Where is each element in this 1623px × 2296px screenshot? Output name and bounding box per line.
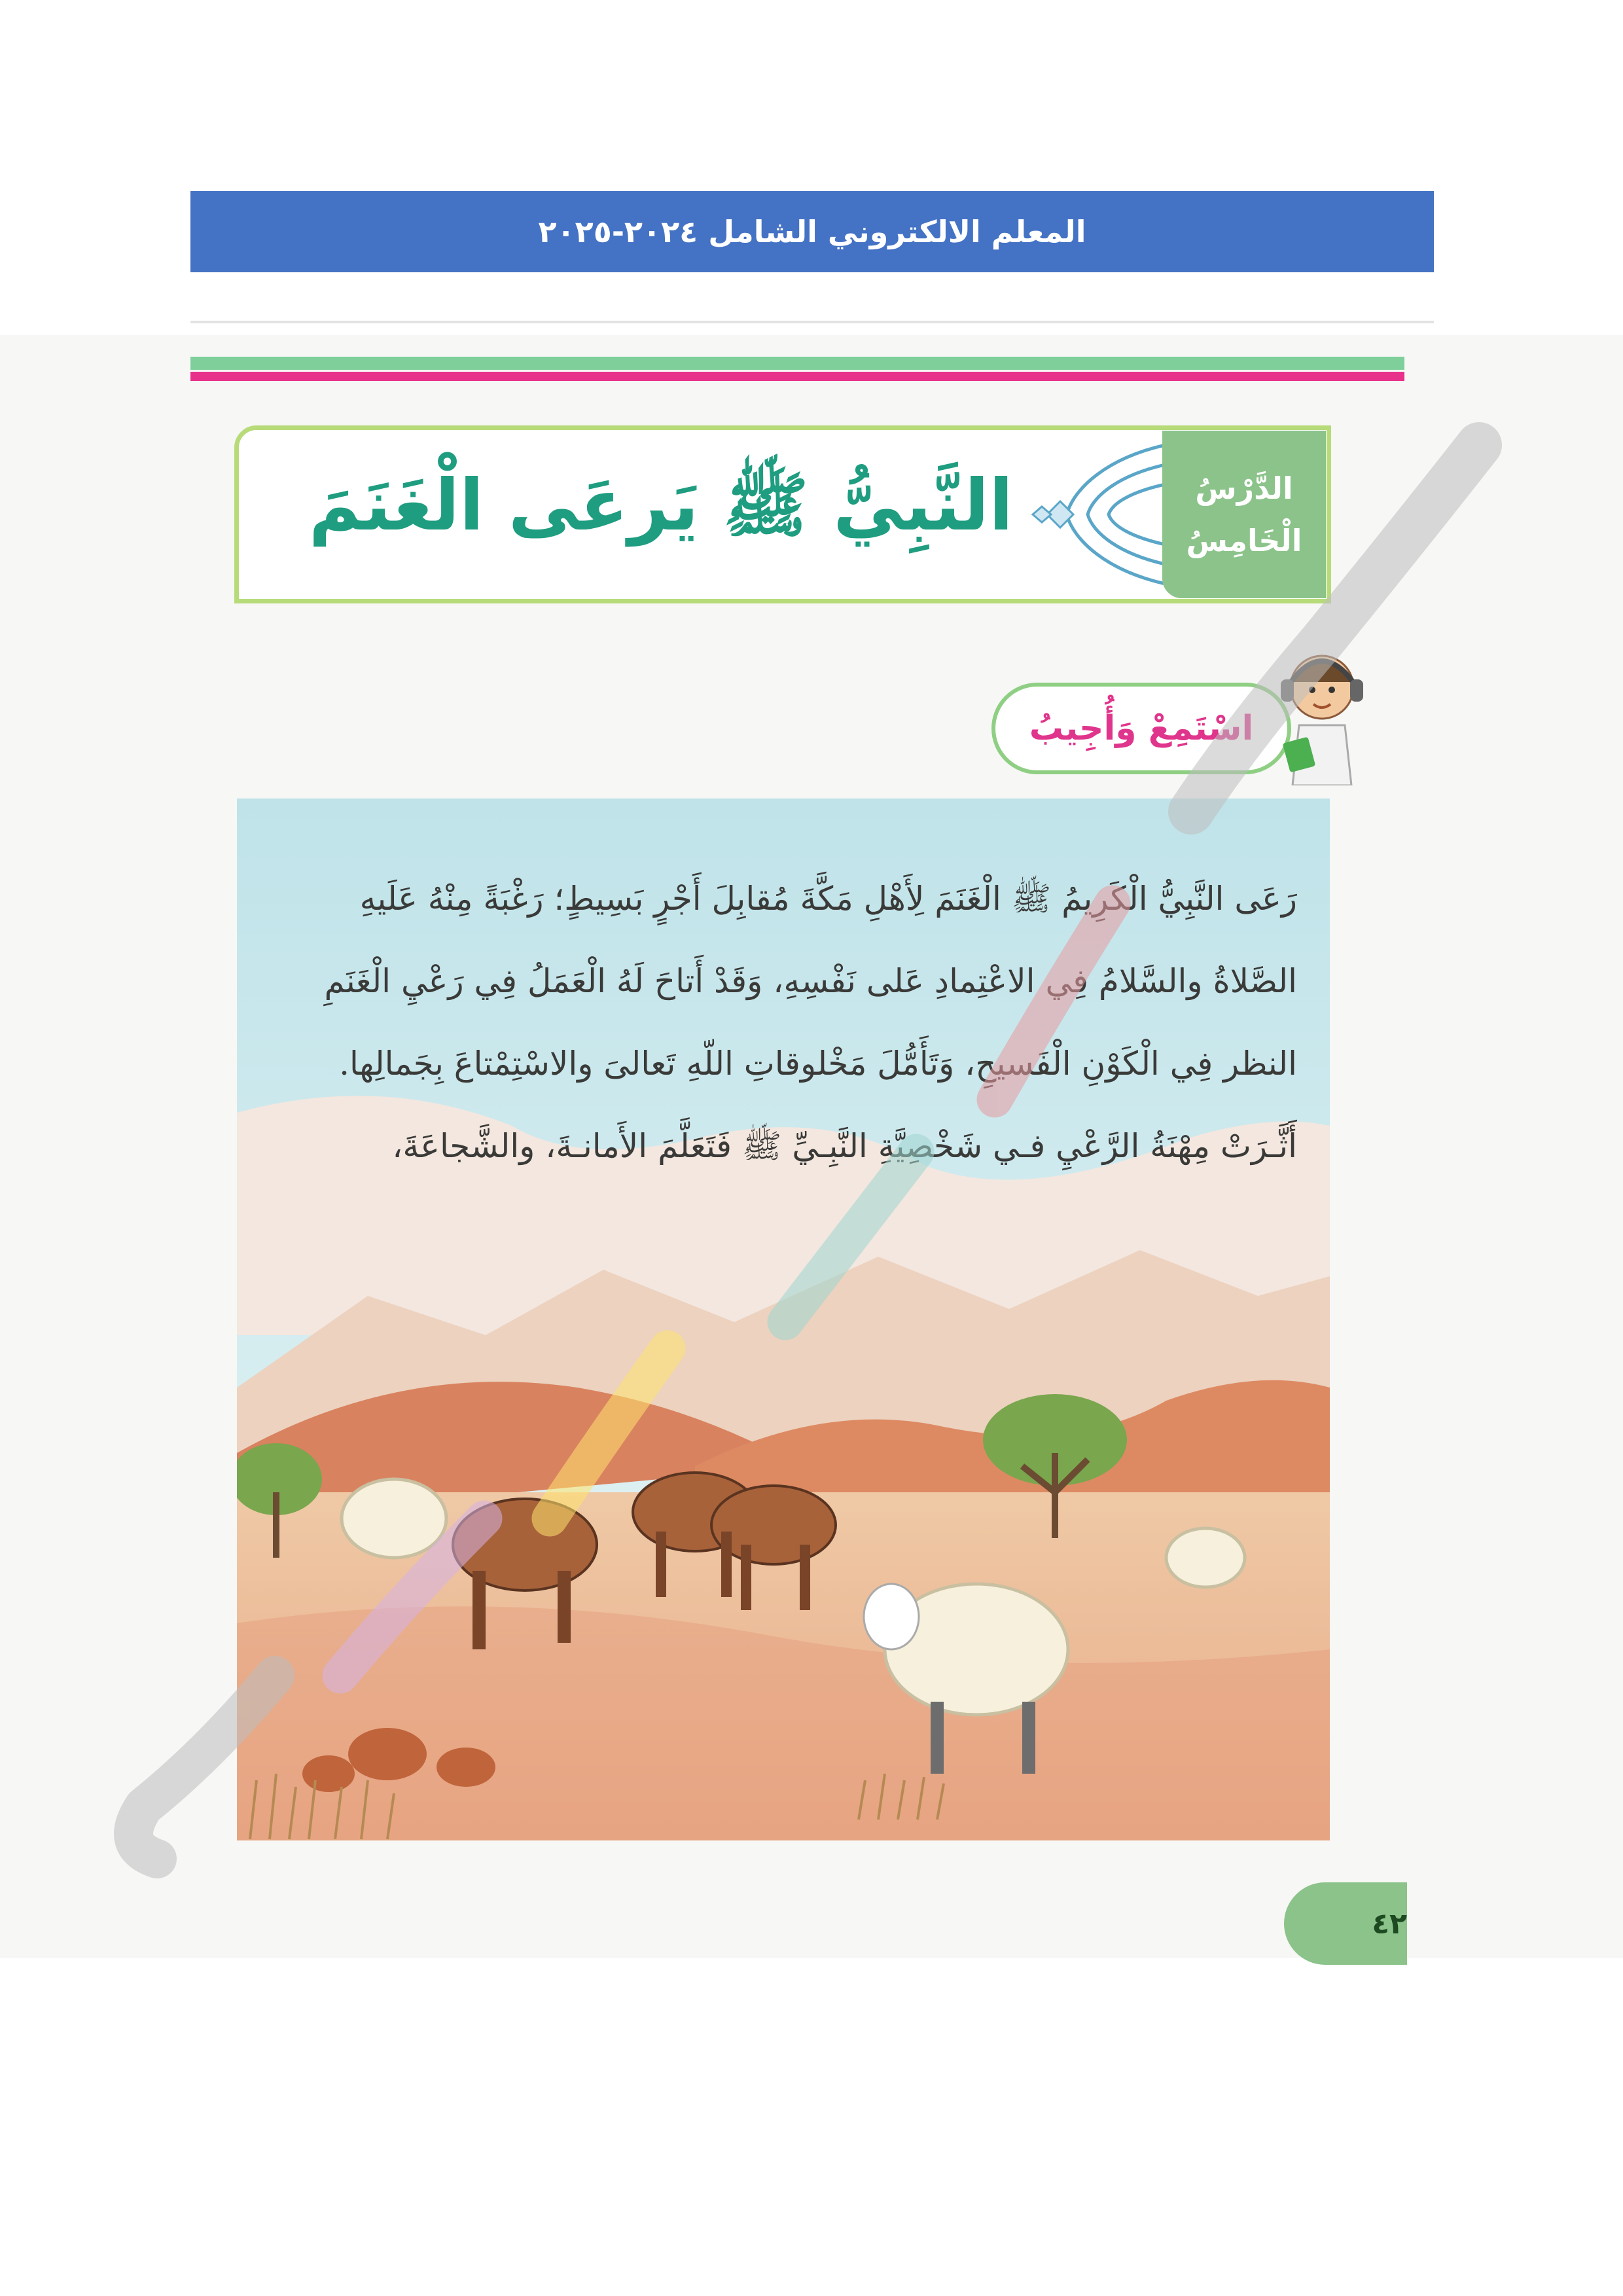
header-bar bbox=[190, 191, 1434, 272]
top-stripe-green bbox=[190, 357, 1404, 370]
lesson-title: النَّبِيُّ ﷺ يَرعَى الْغَنَمَ bbox=[308, 465, 1014, 547]
lesson-tab-line2: الْخَامِسُ bbox=[1186, 523, 1302, 558]
page-number: ٤٢ bbox=[1372, 1907, 1407, 1941]
boy-with-headphones-icon bbox=[1273, 641, 1371, 785]
story-line-3: النظر فِي الْكَوْنِ الْفَسيحِ، وَتَأَمُّلَ مَخْلوقاتِ اللّهِ تَعالىَ والاسْتِمْتاعَ بِجَمالِها. bbox=[339, 1045, 1297, 1083]
listen-answer-label: اسْتَمِعْ وَأُجِيبُ bbox=[991, 683, 1291, 774]
header-divider bbox=[190, 321, 1434, 323]
story-line-4: أَثَّـرَتْ مِهْنَةُ الرَّعْيِ فـي شَخْصِيَّةِ النَّبِـيِّ ﷺ فَتَعَلَّمَ الأَمانـةَ، والشَّجاعَةَ، bbox=[392, 1127, 1297, 1165]
story-paragraph bbox=[263, 857, 1297, 1187]
lesson-number-tab bbox=[1162, 431, 1326, 598]
story-line-2: الصَّلاةُ والسَّلامُ فِي الاعْتِمادِ عَلى نَفْسِهِ، وَقَدْ أَتاحَ لَهُ الْعَمَلُ فِي رَعْيِ الْغَنَمِ bbox=[324, 962, 1297, 1000]
header-title: المعلم الالكتروني الشامل ٢٠٢٤-٢٠٢٥ bbox=[538, 214, 1086, 249]
page-number-tab bbox=[1284, 1882, 1407, 1965]
top-stripe-pink bbox=[190, 372, 1404, 381]
ornament-icon bbox=[1027, 431, 1171, 598]
story-line-1: رَعَى النَّبِيُّ الْكَرِيمُ ﷺ الْغَنَمَ لِأَهْلِ مَكَّةَ مُقابِلَ أَجْرٍ بَسِيطٍ؛ رَغْبَةً مِنْهُ عَلَيهِ bbox=[359, 880, 1297, 918]
lesson-tab-line1: الدَّرْسُ bbox=[1195, 471, 1293, 506]
